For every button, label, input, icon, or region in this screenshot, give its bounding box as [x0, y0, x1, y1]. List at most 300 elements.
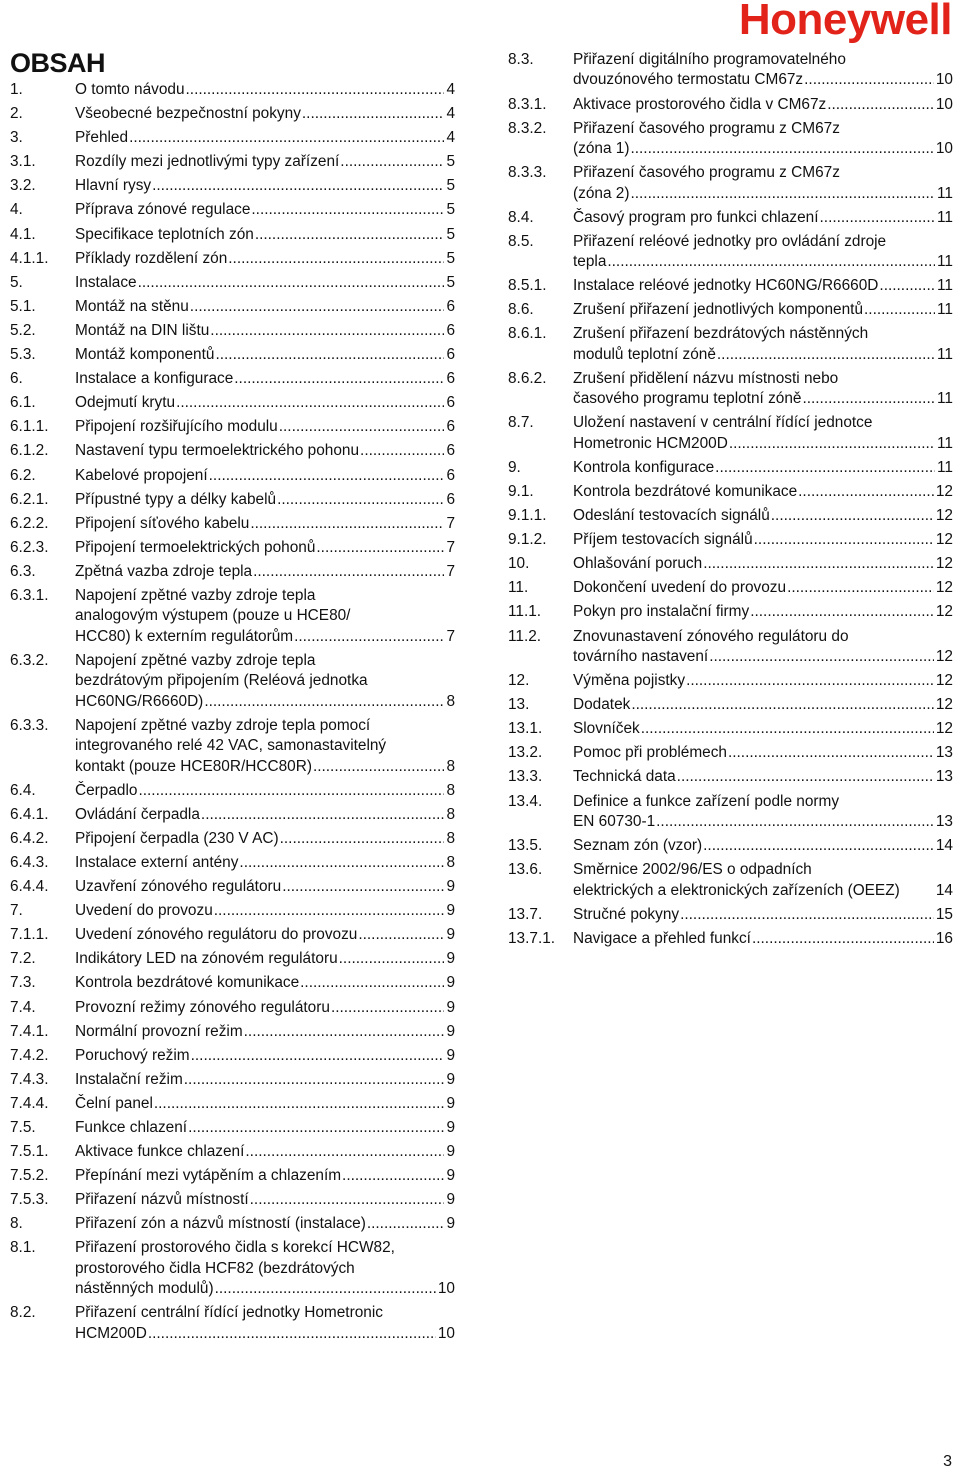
toc-entry[interactable] [10, 490, 455, 510]
toc-entry[interactable] [508, 458, 953, 478]
toc-entry-title-last-line [573, 719, 953, 739]
toc-entry[interactable] [508, 482, 953, 502]
toc-entry[interactable] [10, 1094, 455, 1114]
toc-entry-body [75, 1303, 455, 1344]
toc-entry-number: 3.1. [10, 153, 36, 171]
toc-entry-page: 9 [446, 998, 455, 1016]
toc-entry-number: 13.4. [508, 792, 543, 810]
toc-entry-number: 6.4.2. [10, 829, 49, 847]
toc-entry[interactable] [508, 506, 953, 526]
toc-entry-title-last-line [573, 929, 953, 949]
dot-leader [358, 925, 444, 945]
toc-entry-title-line: Směrnice 2002/96/ES o odpadních [573, 861, 812, 879]
toc-entry[interactable] [10, 1046, 455, 1066]
toc-entry-body [573, 836, 953, 856]
toc-entry-body [75, 805, 455, 825]
toc-entry-title-last-line [75, 562, 455, 582]
toc-entry-title-last-line [573, 482, 953, 502]
toc-entry-title-last-line [573, 530, 953, 550]
toc-entry-title-last-line [573, 389, 953, 409]
toc-entry[interactable] [10, 466, 455, 486]
toc-entry-number: 6.4.3. [10, 853, 49, 871]
toc-entry[interactable] [508, 627, 953, 668]
toc-entry-number: 4. [10, 201, 23, 219]
toc-entry-body [75, 829, 455, 849]
toc-entry[interactable] [508, 743, 953, 763]
toc-entry[interactable] [508, 671, 953, 691]
toc-entry[interactable] [10, 1118, 455, 1138]
toc-entry-title-line: nástěnných modulů) [75, 1280, 214, 1298]
toc-entry-number: 11.1. [508, 603, 542, 621]
dot-leader [717, 345, 935, 365]
toc-entry[interactable] [10, 1142, 455, 1162]
toc-entry-body [573, 369, 953, 410]
toc-entry[interactable] [10, 973, 455, 993]
dot-leader [703, 836, 934, 856]
dot-leader [864, 300, 935, 320]
toc-entry-number: 6.2.3. [10, 538, 49, 556]
toc-entry[interactable] [10, 853, 455, 873]
toc-entry[interactable] [508, 119, 953, 160]
toc-entry-title-line: Nastavení typu termoelektrického pohonu [75, 442, 360, 460]
toc-entry[interactable] [10, 225, 455, 245]
dot-leader [631, 695, 934, 715]
toc-entry-title-line: Ovládání čerpadla [75, 805, 200, 823]
toc-entry-title-line: Ohlašování poruch [573, 555, 703, 573]
toc-entry[interactable] [10, 176, 455, 196]
toc-entry-page: 11 [937, 345, 953, 363]
toc-entry-title-last-line [573, 767, 953, 787]
toc-entry-number: 8.6.1. [508, 325, 547, 343]
toc-entry-page: 8 [446, 781, 455, 799]
toc-entry-title-line: Přiřazení digitálního programovatelného [573, 51, 846, 68]
toc-entry-page: 11 [937, 277, 953, 295]
toc-entry-title-line: Pomoc při problémech [573, 744, 727, 762]
toc-entry-page: 6 [446, 490, 455, 508]
toc-entry-title-line: (zóna 1) [573, 140, 630, 157]
dot-leader [316, 538, 444, 558]
toc-entry-title-line: Kontrola bezdrátové komunikace [573, 482, 798, 500]
toc-entry[interactable] [10, 104, 455, 124]
dot-leader [752, 929, 934, 949]
dot-leader [279, 417, 445, 437]
toc-entry-title-last-line [75, 1094, 455, 1114]
toc-entry-title-last-line [573, 139, 953, 159]
dot-leader [154, 1094, 445, 1114]
toc-entry-number: 1. [10, 81, 23, 98]
toc-entry-number: 11.2. [508, 627, 542, 645]
toc-entry-number: 3.2. [10, 177, 36, 195]
toc-entry-page: 5 [446, 225, 455, 243]
dot-leader [703, 554, 934, 574]
toc-entry-title-last-line [75, 200, 455, 220]
toc-entry-title-line: Připojení termoelektrických pohonů [75, 538, 316, 556]
toc-entry-number: 13.7. [508, 905, 543, 923]
toc-entry-page: 5 [446, 177, 455, 195]
dot-leader [280, 829, 445, 849]
toc-entry-title-line: Napojení zpětné vazby zdroje tepla [75, 651, 316, 669]
toc-entry-body [573, 905, 953, 925]
toc-entry-number: 7.3. [10, 974, 36, 992]
toc-entry-title-last-line [573, 252, 953, 272]
toc-entry-title-line: Dokončení uvedení do provozu [573, 579, 787, 597]
toc-entry-body [75, 273, 455, 293]
toc-entry-body [573, 602, 953, 622]
dot-leader [282, 877, 444, 897]
toc-entry[interactable] [10, 562, 455, 582]
toc-entry[interactable] [508, 50, 953, 91]
toc-entry[interactable] [10, 805, 455, 825]
toc-entry-title-last-line [75, 490, 455, 510]
toc-entry-title-line: továrního nastavení [573, 647, 709, 665]
toc-entry[interactable] [10, 321, 455, 341]
toc-entry-title-last-line [75, 538, 455, 558]
toc-entry[interactable] [10, 538, 455, 558]
toc-entry-number: 5. [10, 273, 23, 291]
dot-leader [709, 647, 934, 667]
toc-entry-title-line: Zpětná vazba zdroje tepla [75, 562, 253, 580]
toc-entry-title-line: Přiřazení prostorového čidla s korekcí HCW82, [75, 1239, 395, 1257]
toc-entry[interactable] [10, 949, 455, 969]
toc-entry-number: 8.4. [508, 208, 534, 226]
toc-entry-body [75, 1022, 455, 1042]
toc-entry[interactable] [508, 792, 953, 833]
toc-entry-number: 5.3. [10, 346, 36, 364]
toc-entry[interactable] [508, 836, 953, 856]
toc-entry-title-line: HCM200D [75, 1324, 147, 1342]
toc-entry-number: 6.1.1. [10, 418, 49, 436]
toc-entry-body [573, 578, 953, 598]
toc-entry[interactable] [508, 860, 953, 901]
toc-entry[interactable] [508, 719, 953, 739]
toc-entry[interactable] [10, 925, 455, 945]
toc-entry-body [75, 1118, 455, 1138]
toc-entry[interactable] [10, 514, 455, 534]
toc-entry[interactable] [10, 273, 455, 293]
toc-entry[interactable] [508, 276, 953, 296]
toc-entry-page: 10 [935, 71, 953, 89]
toc-entry-title-last-line [573, 836, 953, 856]
toc-entry-body [75, 781, 455, 801]
toc-entry-title-line: Aktivace prostorového čidla v CM67z [573, 95, 827, 113]
toc-entry[interactable] [10, 586, 455, 647]
toc-entry-page: 12 [935, 507, 953, 525]
dot-leader [152, 176, 444, 196]
toc-entry-body [573, 743, 953, 763]
honeywell-logo: Honeywell [738, 0, 952, 44]
dot-leader [715, 458, 935, 478]
toc-entry-number: 4.1.1. [10, 249, 49, 267]
toc-entry-title-line: Přiřazení názvů místností [75, 1191, 249, 1209]
toc-entry-number: 8.1. [10, 1239, 36, 1257]
toc-entry-number: 8.3. [508, 51, 534, 68]
toc-entry-title-last-line [75, 901, 455, 921]
toc-entry[interactable] [508, 163, 953, 204]
toc-entry-title-last-line [573, 208, 953, 228]
toc-entry-number: 7.4.3. [10, 1070, 49, 1088]
toc-entry[interactable] [10, 998, 455, 1018]
spacer [901, 881, 934, 901]
toc-entry-body [573, 458, 953, 478]
toc-entry[interactable] [508, 905, 953, 925]
toc-entry-title-line: Přepínání mezi vytápěním a chlazením [75, 1167, 342, 1185]
dot-leader [641, 719, 934, 739]
dot-leader [201, 805, 445, 825]
toc-entry-title-last-line [573, 458, 953, 478]
toc-entry-title-line: Technická data [573, 768, 676, 786]
toc-entry[interactable] [508, 530, 953, 550]
toc-entry-title-last-line [75, 877, 455, 897]
dot-leader [190, 297, 445, 317]
toc-entry-page: 12 [935, 647, 953, 665]
toc-heading: OBSAH [10, 48, 106, 78]
toc-entry-number: 9.1. [508, 482, 534, 500]
toc-entry-page: 9 [446, 1046, 455, 1064]
toc-entry-title-line: Definice a funkce zařízení podle normy [573, 792, 840, 810]
toc-entry-page: 6 [446, 346, 455, 364]
toc-entry-body [573, 860, 953, 901]
toc-entry-page: 8 [446, 805, 455, 823]
toc-entry-body [75, 514, 455, 534]
toc-entry[interactable] [508, 208, 953, 228]
toc-entry[interactable] [10, 716, 455, 777]
toc-entry-page: 14 [935, 837, 953, 854]
toc-entry-number: 6.3.2. [10, 651, 49, 669]
dot-leader [176, 393, 444, 413]
toc-entry-title-last-line [75, 973, 455, 993]
toc-entry-body [75, 651, 455, 712]
toc-entry[interactable] [10, 1238, 455, 1299]
toc-entry[interactable] [10, 651, 455, 712]
toc-entry-body [75, 297, 455, 317]
toc-entry-title-line: Napojení zpětné vazby zdroje tepla pomocí [75, 716, 371, 734]
toc-entry-page: 9 [446, 974, 455, 992]
toc-entry-body [573, 719, 953, 739]
toc-entry-number: 7.4.2. [10, 1046, 49, 1064]
toc-entry-number: 12. [508, 672, 530, 690]
toc-entry[interactable] [10, 1190, 455, 1210]
toc-entry-title-line: bezdrátovým připojením (Reléová jednotka [75, 672, 368, 690]
toc-entry-number: 6.2. [10, 466, 36, 484]
toc-entry[interactable] [10, 249, 455, 269]
toc-entry-number: 13. [508, 696, 530, 714]
dot-leader [750, 602, 934, 622]
toc-entry-body [75, 1214, 455, 1234]
toc-entry-title-last-line [75, 417, 455, 437]
toc-entry[interactable] [10, 417, 455, 437]
toc-entry[interactable] [10, 1303, 455, 1344]
toc-entry-number: 6.3. [10, 562, 36, 580]
toc-entry-page: 4 [446, 81, 455, 98]
toc-entry[interactable] [508, 95, 953, 115]
dot-leader [342, 1166, 444, 1186]
toc-entry[interactable] [10, 1022, 455, 1042]
toc-entry-title-line: Kontrola konfigurace [573, 458, 715, 476]
toc-entry-page: 6 [446, 297, 455, 315]
toc-entry-number: 8.6.2. [508, 369, 547, 387]
toc-entry-title-last-line [573, 554, 953, 574]
toc-entry-page: 5 [446, 273, 455, 291]
toc-entry-page: 7 [446, 514, 455, 532]
toc-entry-body [573, 695, 953, 715]
dot-leader [188, 1118, 444, 1138]
toc-entry-page: 9 [446, 1070, 455, 1088]
toc-entry-number: 7. [10, 902, 23, 920]
toc-entry[interactable] [10, 1070, 455, 1090]
dot-leader [798, 482, 934, 502]
dot-leader [630, 184, 935, 204]
toc-entry-title-last-line [75, 514, 455, 534]
toc-entry-title-line: Montáž komponentů [75, 346, 215, 364]
toc-entry-title-last-line [75, 998, 455, 1018]
toc-entry-title-line: Přiřazení časového programu z CM67z [573, 164, 840, 182]
toc-entry[interactable] [508, 602, 953, 622]
dot-leader [191, 1046, 445, 1066]
toc-entry-number: 9. [508, 458, 521, 476]
toc-entry-number: 7.4.4. [10, 1094, 49, 1112]
toc-entry-title-line: Znovunastavení zónového regulátoru do [573, 627, 849, 645]
toc-entry-page: 6 [446, 442, 455, 460]
toc-entry-page: 15 [935, 905, 953, 923]
dot-leader [138, 273, 445, 293]
toc-entry[interactable] [10, 901, 455, 921]
toc-entry-title-last-line [573, 70, 953, 90]
toc-entry[interactable] [508, 767, 953, 787]
toc-entry[interactable] [508, 232, 953, 273]
toc-entry-number: 6.2.1. [10, 490, 49, 508]
toc-entry[interactable] [10, 441, 455, 461]
toc-entry[interactable] [10, 369, 455, 389]
toc-entry-number: 6.1. [10, 394, 36, 412]
toc-entry-number: 6.3.3. [10, 716, 49, 734]
toc-entry-page: 11 [937, 301, 953, 319]
toc-entry-page: 4 [446, 129, 455, 147]
dot-leader [331, 998, 445, 1018]
toc-entry-page: 12 [935, 603, 953, 621]
toc-entry-number: 13.6. [508, 861, 543, 879]
toc-entry-body [75, 176, 455, 196]
toc-entry-body [75, 877, 455, 897]
toc-entry-title-line: Čerpadlo [75, 781, 138, 799]
toc-entry-page: 11 [937, 184, 953, 202]
toc-entry-number: 7.1.1. [10, 926, 49, 944]
toc-entry-title-line: Odeslání testovacích signálů [573, 507, 770, 525]
toc-entry[interactable] [508, 324, 953, 365]
toc-entry-page: 13 [935, 744, 953, 762]
toc-entry[interactable] [508, 554, 953, 574]
toc-entry-page: 13 [935, 812, 953, 830]
dot-leader [802, 389, 935, 409]
toc-entry[interactable] [10, 829, 455, 849]
toc-entry-title-line: Indikátory LED na zónovém regulátoru [75, 950, 338, 968]
toc-entry-title-last-line [75, 297, 455, 317]
toc-column-left [10, 80, 455, 1348]
toc-entry[interactable] [10, 781, 455, 801]
toc-entry[interactable] [10, 877, 455, 897]
toc-entry[interactable] [10, 200, 455, 220]
toc-entry[interactable] [10, 297, 455, 317]
toc-entry-title-line: Funkce chlazení [75, 1119, 188, 1136]
toc-entry-body [75, 249, 455, 269]
toc-entry[interactable] [508, 578, 953, 598]
toc-entry-title-last-line [75, 273, 455, 293]
toc-entry-title-line: Montáž na stěnu [75, 297, 189, 315]
toc-entry-number: 6. [10, 370, 23, 388]
toc-entry[interactable] [10, 345, 455, 365]
toc-entry-body [573, 530, 953, 550]
toc-entry-title-line: Napojení zpětné vazby zdroje tepla [75, 586, 316, 604]
toc-entry-title-line: Poruchový režim [75, 1046, 190, 1064]
dot-leader [215, 1279, 436, 1299]
toc-entry-body [75, 321, 455, 341]
toc-entry-body [573, 554, 953, 574]
toc-entry-title-line: Montáž na DIN lištu [75, 321, 210, 339]
toc-entry-page: 12 [935, 482, 953, 500]
toc-entry-page: 11 [937, 458, 953, 476]
toc-entry-number: 13.3. [508, 768, 543, 786]
dot-leader [250, 514, 444, 534]
toc-entry-title-line: O tomto návodu [75, 81, 185, 98]
toc-entry-body [75, 998, 455, 1018]
dot-leader [302, 104, 445, 124]
toc-entry[interactable] [10, 1214, 455, 1234]
toc-entry-page: 12 [935, 531, 953, 549]
toc-entry-title-line: Seznam zón (vzor) [573, 837, 703, 854]
dot-leader [214, 901, 445, 921]
toc-entry-number: 7.2. [10, 950, 36, 968]
toc-entry-title-last-line [75, 466, 455, 486]
toc-entry-page: 14 [935, 881, 953, 899]
toc-entry-page: 6 [446, 394, 455, 412]
dot-leader [277, 490, 444, 510]
page-number: 3 [943, 1453, 952, 1470]
toc-entry[interactable] [10, 393, 455, 413]
toc-entry-page: 9 [446, 902, 455, 920]
toc-entry-title-last-line [573, 695, 953, 715]
toc-entry-title-last-line [573, 95, 953, 115]
toc-entry[interactable] [508, 695, 953, 715]
dot-leader [771, 506, 934, 526]
toc-entry[interactable] [10, 80, 455, 100]
toc-entry[interactable] [10, 1166, 455, 1186]
dot-leader [656, 812, 934, 832]
toc-entry[interactable] [508, 413, 953, 454]
toc-entry[interactable] [508, 369, 953, 410]
toc-entry-title-line: Slovníček [573, 720, 640, 738]
toc-entry[interactable] [10, 128, 455, 148]
toc-entry[interactable] [508, 929, 953, 949]
toc-entry-title-last-line [75, 1142, 455, 1162]
toc-entry-title-last-line [573, 345, 953, 365]
toc-entry-title-last-line [75, 176, 455, 196]
dot-leader [138, 781, 444, 801]
toc-entry-title-last-line [75, 369, 455, 389]
toc-entry-title-line: Připojení čerpadla (230 V AC) [75, 829, 279, 847]
toc-entry-number: 3. [10, 129, 23, 147]
toc-entry-title-line: Odejmutí krytu [75, 394, 176, 412]
toc-entry-title-line: Navigace a přehled funkcí [573, 929, 751, 947]
toc-entry-page: 5 [446, 249, 455, 267]
toc-entry-page: 7 [446, 538, 455, 556]
toc-entry-page: 9 [446, 1143, 455, 1161]
toc-entry[interactable] [508, 300, 953, 320]
toc-entry[interactable] [10, 152, 455, 172]
toc-entry-title-line: Kabelové propojení [75, 466, 208, 484]
toc-entry-number: 8.6. [508, 301, 534, 319]
toc-entry-body [75, 128, 455, 148]
toc-entry-title-line: Příklady rozdělení zón [75, 249, 228, 267]
toc-entry-body [75, 1166, 455, 1186]
